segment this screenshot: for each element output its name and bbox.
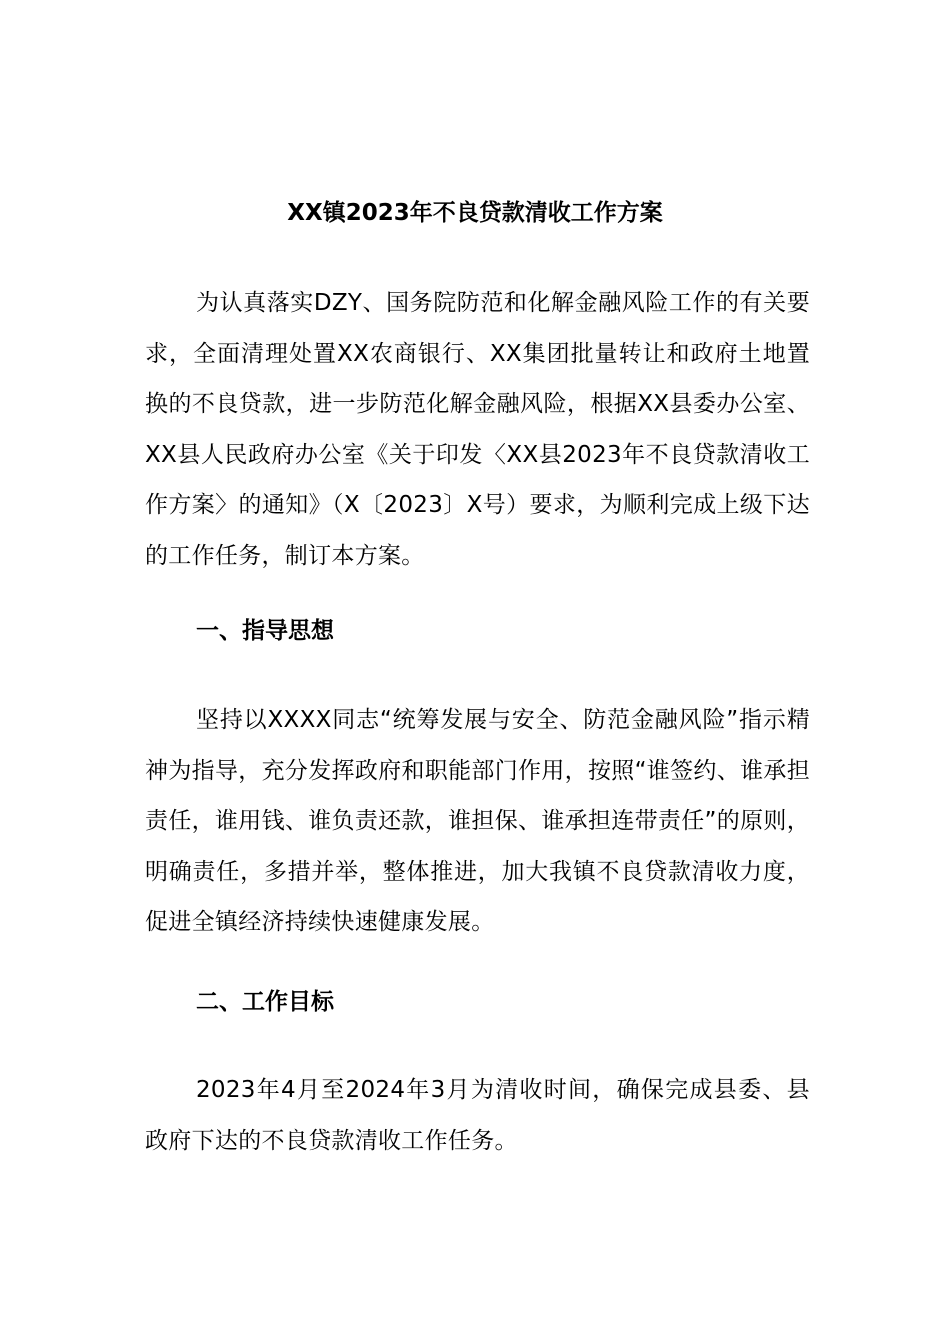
section-heading-work-goals: 二、工作目标 [196,989,334,1015]
document-title: XX镇2023年不良贷款清收工作方案 [287,200,663,226]
intro-paragraph: 为认真落实DZY、国务院防范和化解金融风险工作的有关要求，全面清理处置XX农商银行、XX集团批量转让和政府土地置换的不良贷款，进一步防范化解金融风险，根据XX县委办公室、XX县人民政府办公室《关于印发〈XX县2023年不良贷款清收工作方案〉的通知》（X〔2023〕X号）要求，为顺利完成上级下达的工作任务，制订本方案。 [145,290,810,569]
section-heading-guiding-ideology: 一、指导思想 [196,618,334,644]
section-body-work-goals: 2023年4月至2024年3月为清收时间，确保完成县委、县政府下达的不良贷款清收工作任务。 [145,1077,810,1154]
section-body-guiding-ideology: 坚持以XXXX同志“统筹发展与安全、防范金融风险”指示精神为指导，充分发挥政府和职能部门作用，按照“谁签约、谁承担责任，谁用钱、谁负责还款，谁担保、谁承担连带责任”的原则，明确责任，多措并举，整体推进，加大我镇不良贷款清收力度，促进全镇经济持续快速健康发展。 [145,707,810,935]
